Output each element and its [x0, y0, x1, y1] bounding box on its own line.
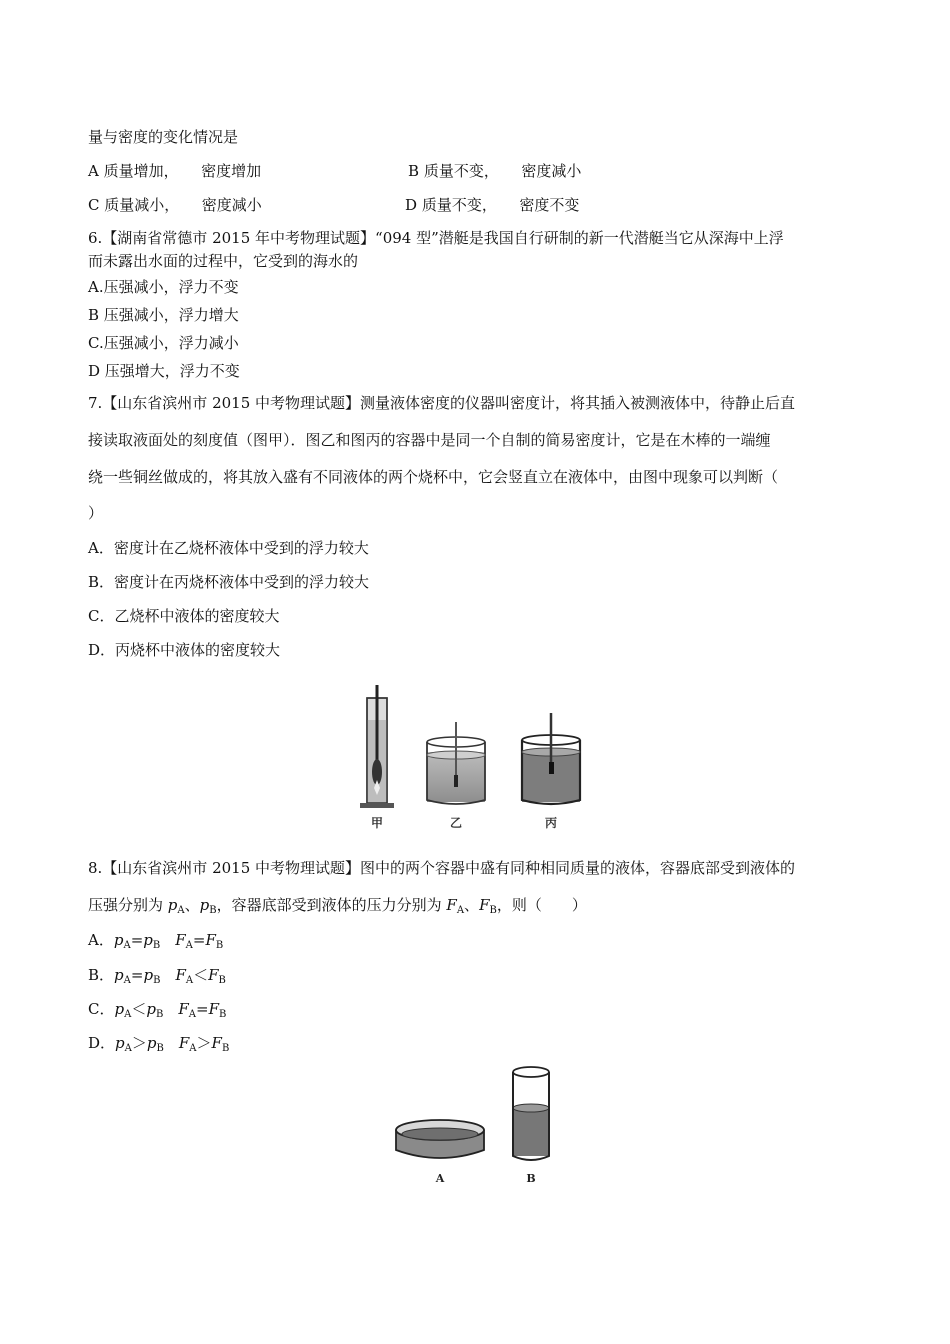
q5-stem-tail: 量与密度的变化情况是 [88, 128, 239, 146]
container-a [396, 1120, 484, 1158]
figure-label-yi: 乙 [449, 816, 463, 830]
q7-stem-line-3: 绕一些铜丝做成的，将其放入盛有不同液体的两个烧杯中，它会竖直立在液体中，由图中现象可以判断（ [88, 468, 779, 486]
q8-stem-line-2: 压强分别为 $p_A$、$p_B$，容器底部受到液体的压力分别为 $F_A$、$F_B$，则（ ） [88, 896, 587, 916]
hydrometer-cylinder [360, 685, 394, 808]
q8-option-b: B．$p_A=p_B$ $F_A<F_B$ [88, 966, 226, 986]
q5-option-b: B 质量不变， 密度减小 [408, 162, 582, 180]
beaker-yi [427, 722, 485, 804]
q6-option-c: C.压强减小，浮力减小 [88, 334, 239, 352]
q6-stem-line-1: 6.【湖南省常德市 2015 年中考物理试题】“094 型”潜艇是我国自行研制的新一代潜艇当它从深海中上浮 [88, 229, 784, 247]
q7-figure [355, 680, 595, 835]
q7-stem-line-2: 接读取液面处的刻度值（图甲）．图乙和图丙的容器中是同一个自制的简易密度计，它是在木棒的一端缠 [88, 431, 771, 449]
q7-option-a: A．密度计在乙烧杯液体中受到的浮力较大 [88, 539, 369, 557]
beaker-bing [522, 713, 580, 804]
q6-option-d: D 压强增大，浮力不变 [88, 362, 240, 380]
figure-label-jia: 甲 [370, 816, 384, 830]
q5-option-a: A 质量增加， 密度增加 [88, 162, 262, 180]
q8-figure [390, 1062, 565, 1190]
figure-label-a: A [435, 1172, 445, 1185]
container-b [513, 1067, 549, 1160]
q6-stem-line-2: 而未露出水面的过程中，它受到的海水的 [88, 252, 359, 270]
q7-option-c: C．乙烧杯中液体的密度较大 [88, 607, 280, 625]
q7-stem-line-1: 7.【山东省滨州市 2015 中考物理试题】测量液体密度的仪器叫密度计，将其插入被测液体中，待静止后直 [88, 394, 796, 412]
q8-stem-line-1: 8.【山东省滨州市 2015 中考物理试题】图中的两个容器中盛有同种相同质量的液体，容器底部受到液体的 [88, 859, 796, 877]
q6-option-a: A.压强减小，浮力不变 [88, 278, 239, 296]
q6-option-b: B 压强减小，浮力增大 [88, 306, 239, 324]
q7-option-d: D．丙烧杯中液体的密度较大 [88, 641, 281, 659]
q5-option-c: C 质量减小， 密度减小 [88, 196, 262, 214]
q8-option-a: A．$p_A=p_B$ $F_A=F_B$ [88, 931, 224, 951]
q8-option-d: D．$p_A>p_B$ $F_A>F_B$ [88, 1034, 230, 1054]
figure-label-bing: 丙 [544, 816, 558, 830]
q5-option-d: D 质量不变， 密度不变 [405, 196, 580, 214]
q7-option-b: B．密度计在丙烧杯液体中受到的浮力较大 [88, 573, 370, 591]
q8-option-c: C．$p_A<p_B$ $F_A=F_B$ [88, 1000, 227, 1020]
q7-stem-line-4: ） [88, 504, 104, 522]
figure-label-b: B [526, 1172, 536, 1185]
